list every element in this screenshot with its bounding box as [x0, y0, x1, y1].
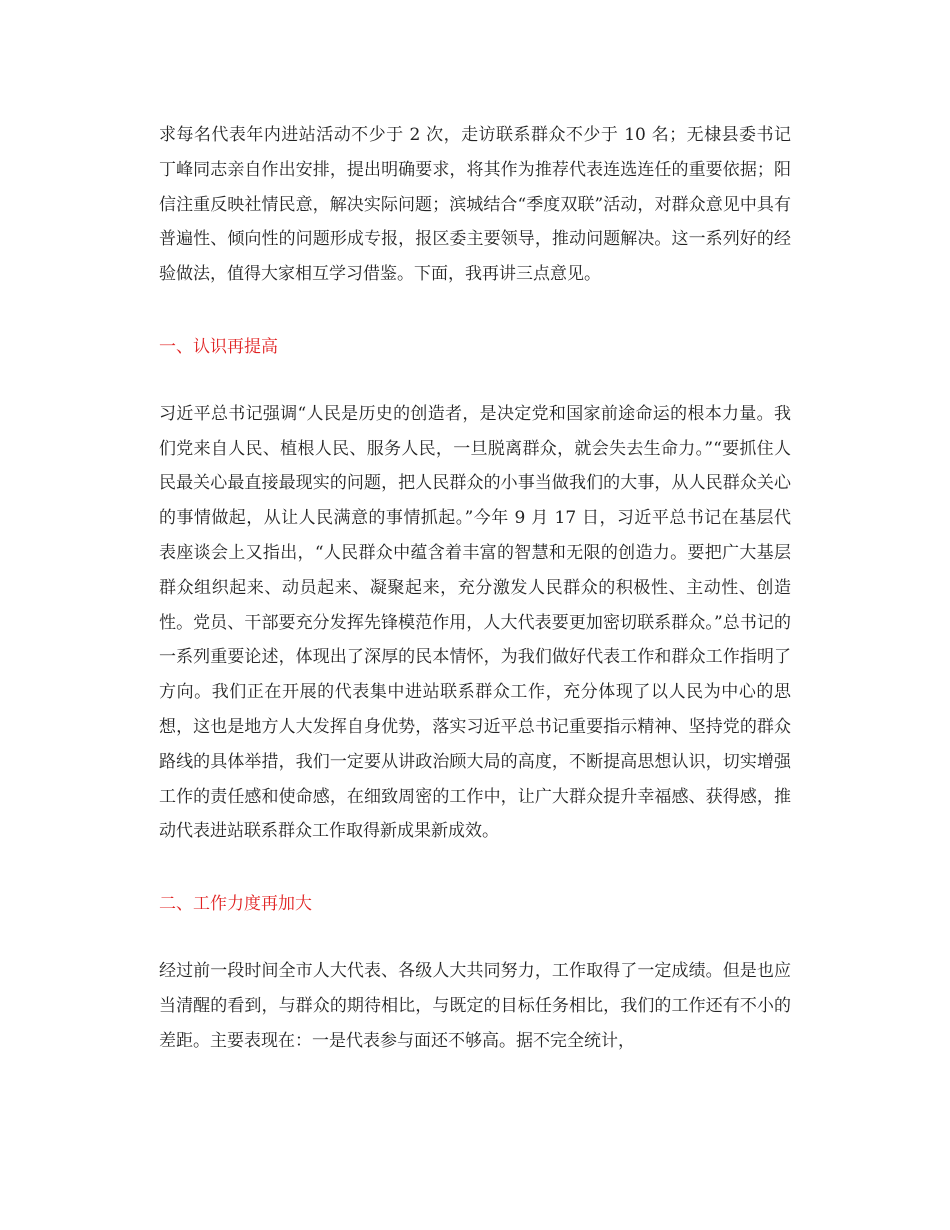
document-body [159, 118, 791, 1058]
paragraph-3: 经过前一段时间全市人大代表、各级人大共同努力，工作取得了一定成绩。但是也应当清醒的看到，与群众的期待相比，与既定的目标任务相比，我们的工作还有不小的差距。主要表现在：一是代表参与面还不够高。据不完全统计， [159, 960, 791, 1051]
paragraph-2: 习近平总书记强调“人民是历史的创造者，是决定党和国家前途命运的根本力量。我们党来自人民、植根人民、服务人民，一旦脱离群众，就会失去生命力。”“要抓住人民最关心最直接最现实的问题，把人民群众的小事当做我们的大事，从人民群众关心的事情做起，从让人民满意的事情抓起。”今年 9 月 17 日，习近平总书记在基层代表座谈会上又指出，“人民群众中蕴含着丰富的智慧和无限的创造力。要把广大基层群众组织起来、动员起来、凝聚起来，充分激发人民群众的积极性、主动性、创造性。党员、干部要充分发挥先锋模范作用，人大代表要更加密切联系群众。”总书记的一系列重要论述，体现出了深厚的民本情怀，为我们做好代表工作和群众工作指明了方向。我们正在开展的代表集中进站联系群众工作，充分体现了以人民为中心的思想，这也是地方人大发挥自身优势，落实习近平总书记重要指示精神、坚持党的群众路线的具体举措，我们一定要从讲政治顾大局的高度，不断提高思想认识，切实增强工作的责任感和使命感，在细致周密的工作中，让广大群众提升幸福感、获得感，推动代表进站联系群众工作取得新成果新成效。 [159, 403, 791, 842]
heading-1: 一、认识再提高 [159, 336, 278, 357]
paragraph-1: 求每名代表年内进站活动不少于 2 次，走访联系群众不少于 10 名；无棣县委书记丁峰同志亲自作出安排，提出明确要求，将其作为推荐代表连选连任的重要依据；阳信注重反映社情民意，解决实际问题；滨城结合“季度双联”活动，对群众意见中具有普遍性、倾向性的问题形成专报，报区委主要领导，推动问题解决。这一系列好的经验做法，值得大家相互学习借鉴。下面，我再讲三点意见。 [159, 125, 791, 285]
heading-2: 二、工作力度再加大 [159, 894, 312, 915]
